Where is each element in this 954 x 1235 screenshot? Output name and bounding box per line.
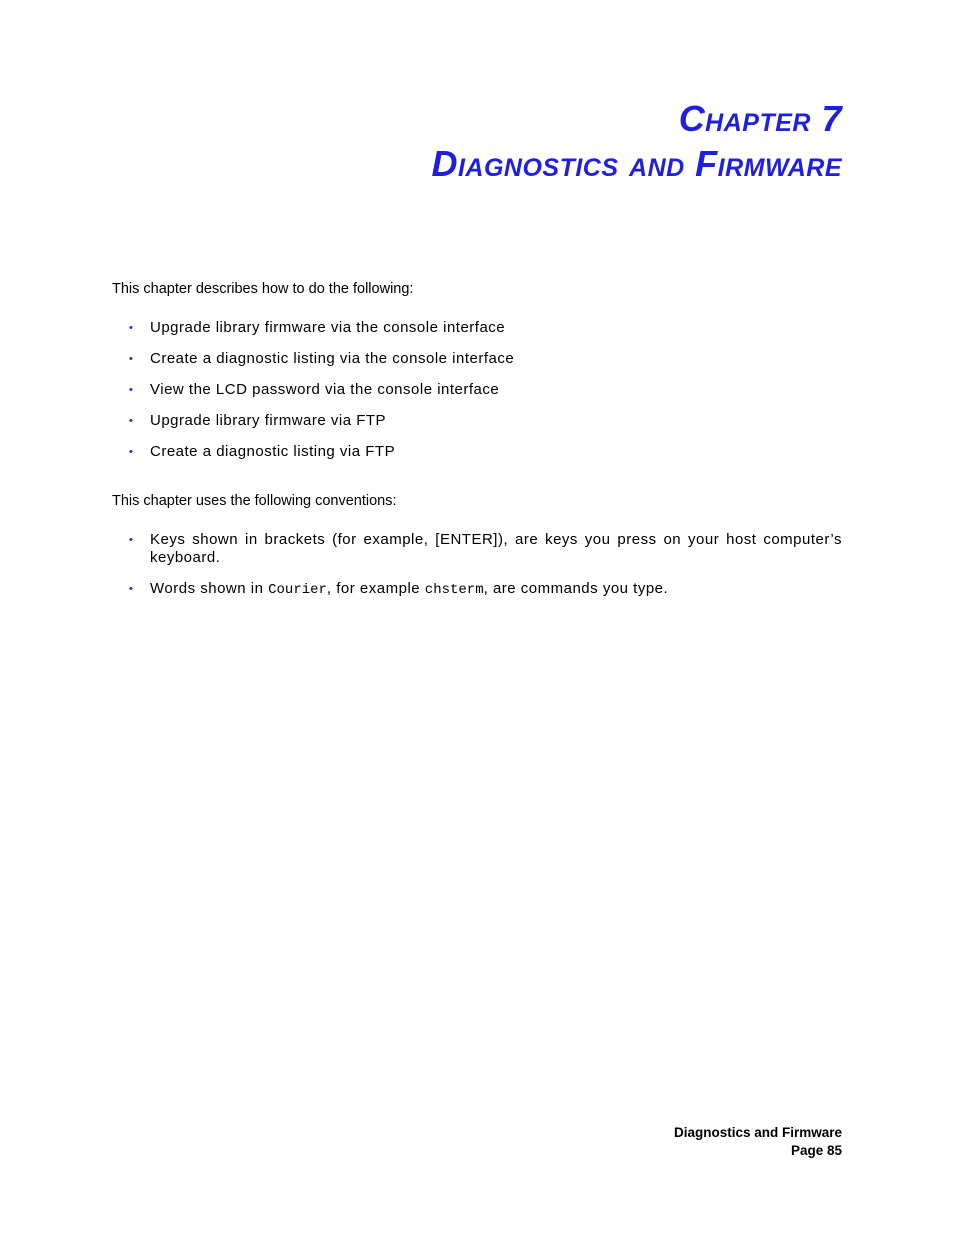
bullet-icon: •: [129, 534, 134, 546]
intro-paragraph-2: This chapter uses the following conventions:: [112, 493, 397, 509]
list-item: • Create a diagnostic listing via the console interface: [129, 350, 515, 367]
footer-title: Diagnostics and Firmware: [673, 1125, 842, 1140]
bullet-icon: •: [129, 446, 134, 458]
list-item: • View the LCD password via the console interface: [129, 381, 500, 398]
page-footer: [674, 1124, 842, 1160]
page-number: Page 85: [790, 1143, 842, 1158]
bullet-icon: •: [129, 322, 134, 334]
list-item: • Create a diagnostic listing via FTP: [129, 443, 396, 460]
bullet-icon: •: [129, 415, 134, 427]
bullet-icon: •: [129, 353, 134, 365]
bullet-icon: •: [129, 384, 134, 396]
chapter-title: Diagnostics and Firmware: [431, 143, 842, 184]
task-list: [112, 319, 842, 461]
list-item: • Upgrade library firmware via the console interface: [129, 319, 506, 336]
intro-paragraph-1: This chapter describes how to do the following:: [112, 281, 414, 297]
chapter-heading: [431, 96, 842, 186]
conventions-list: [112, 531, 842, 599]
code-sample: Courier: [268, 582, 327, 598]
list-item: • Upgrade library firmware via FTP: [129, 412, 387, 429]
bullet-icon: •: [129, 583, 134, 595]
code-sample: chsterm: [424, 582, 484, 598]
chapter-number: Chapter 7: [678, 98, 842, 139]
list-item: • Words shown in Courier, for example chsterm, are commands you type.: [129, 580, 669, 598]
list-item: • Keys shown in brackets (for example, [ENTER]), are keys you press on your host computer’s keyboard.: [129, 531, 842, 566]
